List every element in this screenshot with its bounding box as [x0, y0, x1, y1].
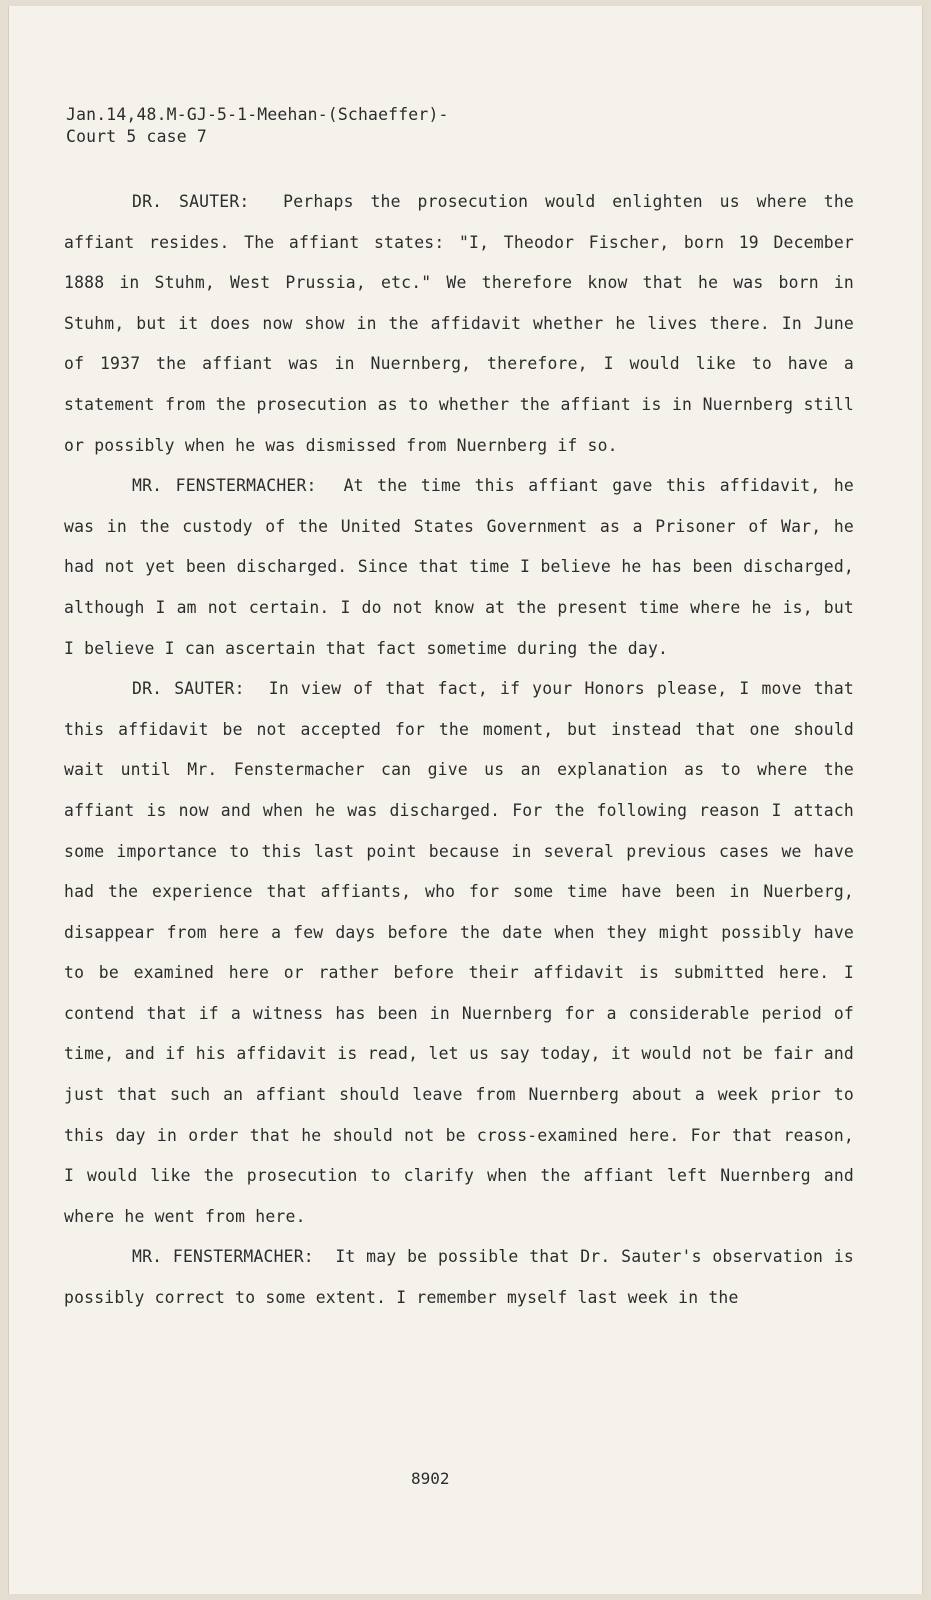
paragraph-text: At the time this affiant gave this affidavit, he was in the custody of the United States Government as a Prisoner of War, he had not yet been discharged. Since that time I believe he has been discharged, although I am not certain. I do not know at the present time where he is, but I believe I can ascertain that fact sometime during the day. [64, 476, 854, 658]
document-page [8, 6, 923, 1594]
speaker-label: MR. FENSTERMACHER: [132, 1247, 314, 1267]
paragraph-text: In view of that fact, if your Honors please, I move that this affidavit be not accepted for the moment, but instead that one should wait until Mr. Fenstermacher can give us an explanation as to where the affiant is now and when he was discharged. For the following reason I attach some importance to this last point because in several previous cases we have had the experience that affiants, who for some time have been in Nuerberg, disappear from here a few days before the date when they might possibly have to be examined here or rather before their affidavit is submitted here. I contend that if a witness has been in Nuernberg for a considerable period of time, and if his affidavit is read, let us say today, it would not be fair and just that such an affiant should leave from Nuernberg about a week prior to this day in order that he should not be cross-examined here. For that reason, I would like the prosecution to clarify when the affiant left Nuernberg and where he went from here. [64, 679, 855, 1226]
transcript-paragraph [64, 466, 854, 669]
header-reference-line: Jan.14,48.M-GJ-5-1-Meehan-(Schaeffer)- [66, 105, 449, 124]
transcript-paragraph [64, 669, 854, 1237]
transcript-paragraph [64, 182, 854, 466]
document-header [66, 104, 449, 148]
transcript-paragraph [64, 1237, 854, 1318]
speaker-label: DR. SAUTER: [132, 679, 245, 699]
page-number: 8902 [411, 1469, 450, 1488]
transcript-body [64, 182, 854, 1319]
header-court-line: Court 5 case 7 [66, 127, 207, 146]
speaker-label: DR. SAUTER: [132, 192, 250, 211]
paragraph-text: Perhaps the prosecution would enlighten us where the affiant resides. The affiant states: "I, Theodor Fischer, born 19 December 1888 in Stuhm, West Prussia, etc." We therefore know that he was born in Stuhm, but it does now show in the affidavit whether he lives there. In June of 1937 the affiant was in Nuernberg, therefore, I would like to have a statement from the prosecution as to whether the affiant is in Nuernberg still or possibly when he was dismissed from Nuernberg if so. [64, 192, 855, 455]
paragraph-text: It may be possible that Dr. Sauter's observation is possibly correct to some extent. I remember myself last week in the [64, 1247, 854, 1308]
speaker-label: MR. FENSTERMACHER: [132, 476, 317, 496]
